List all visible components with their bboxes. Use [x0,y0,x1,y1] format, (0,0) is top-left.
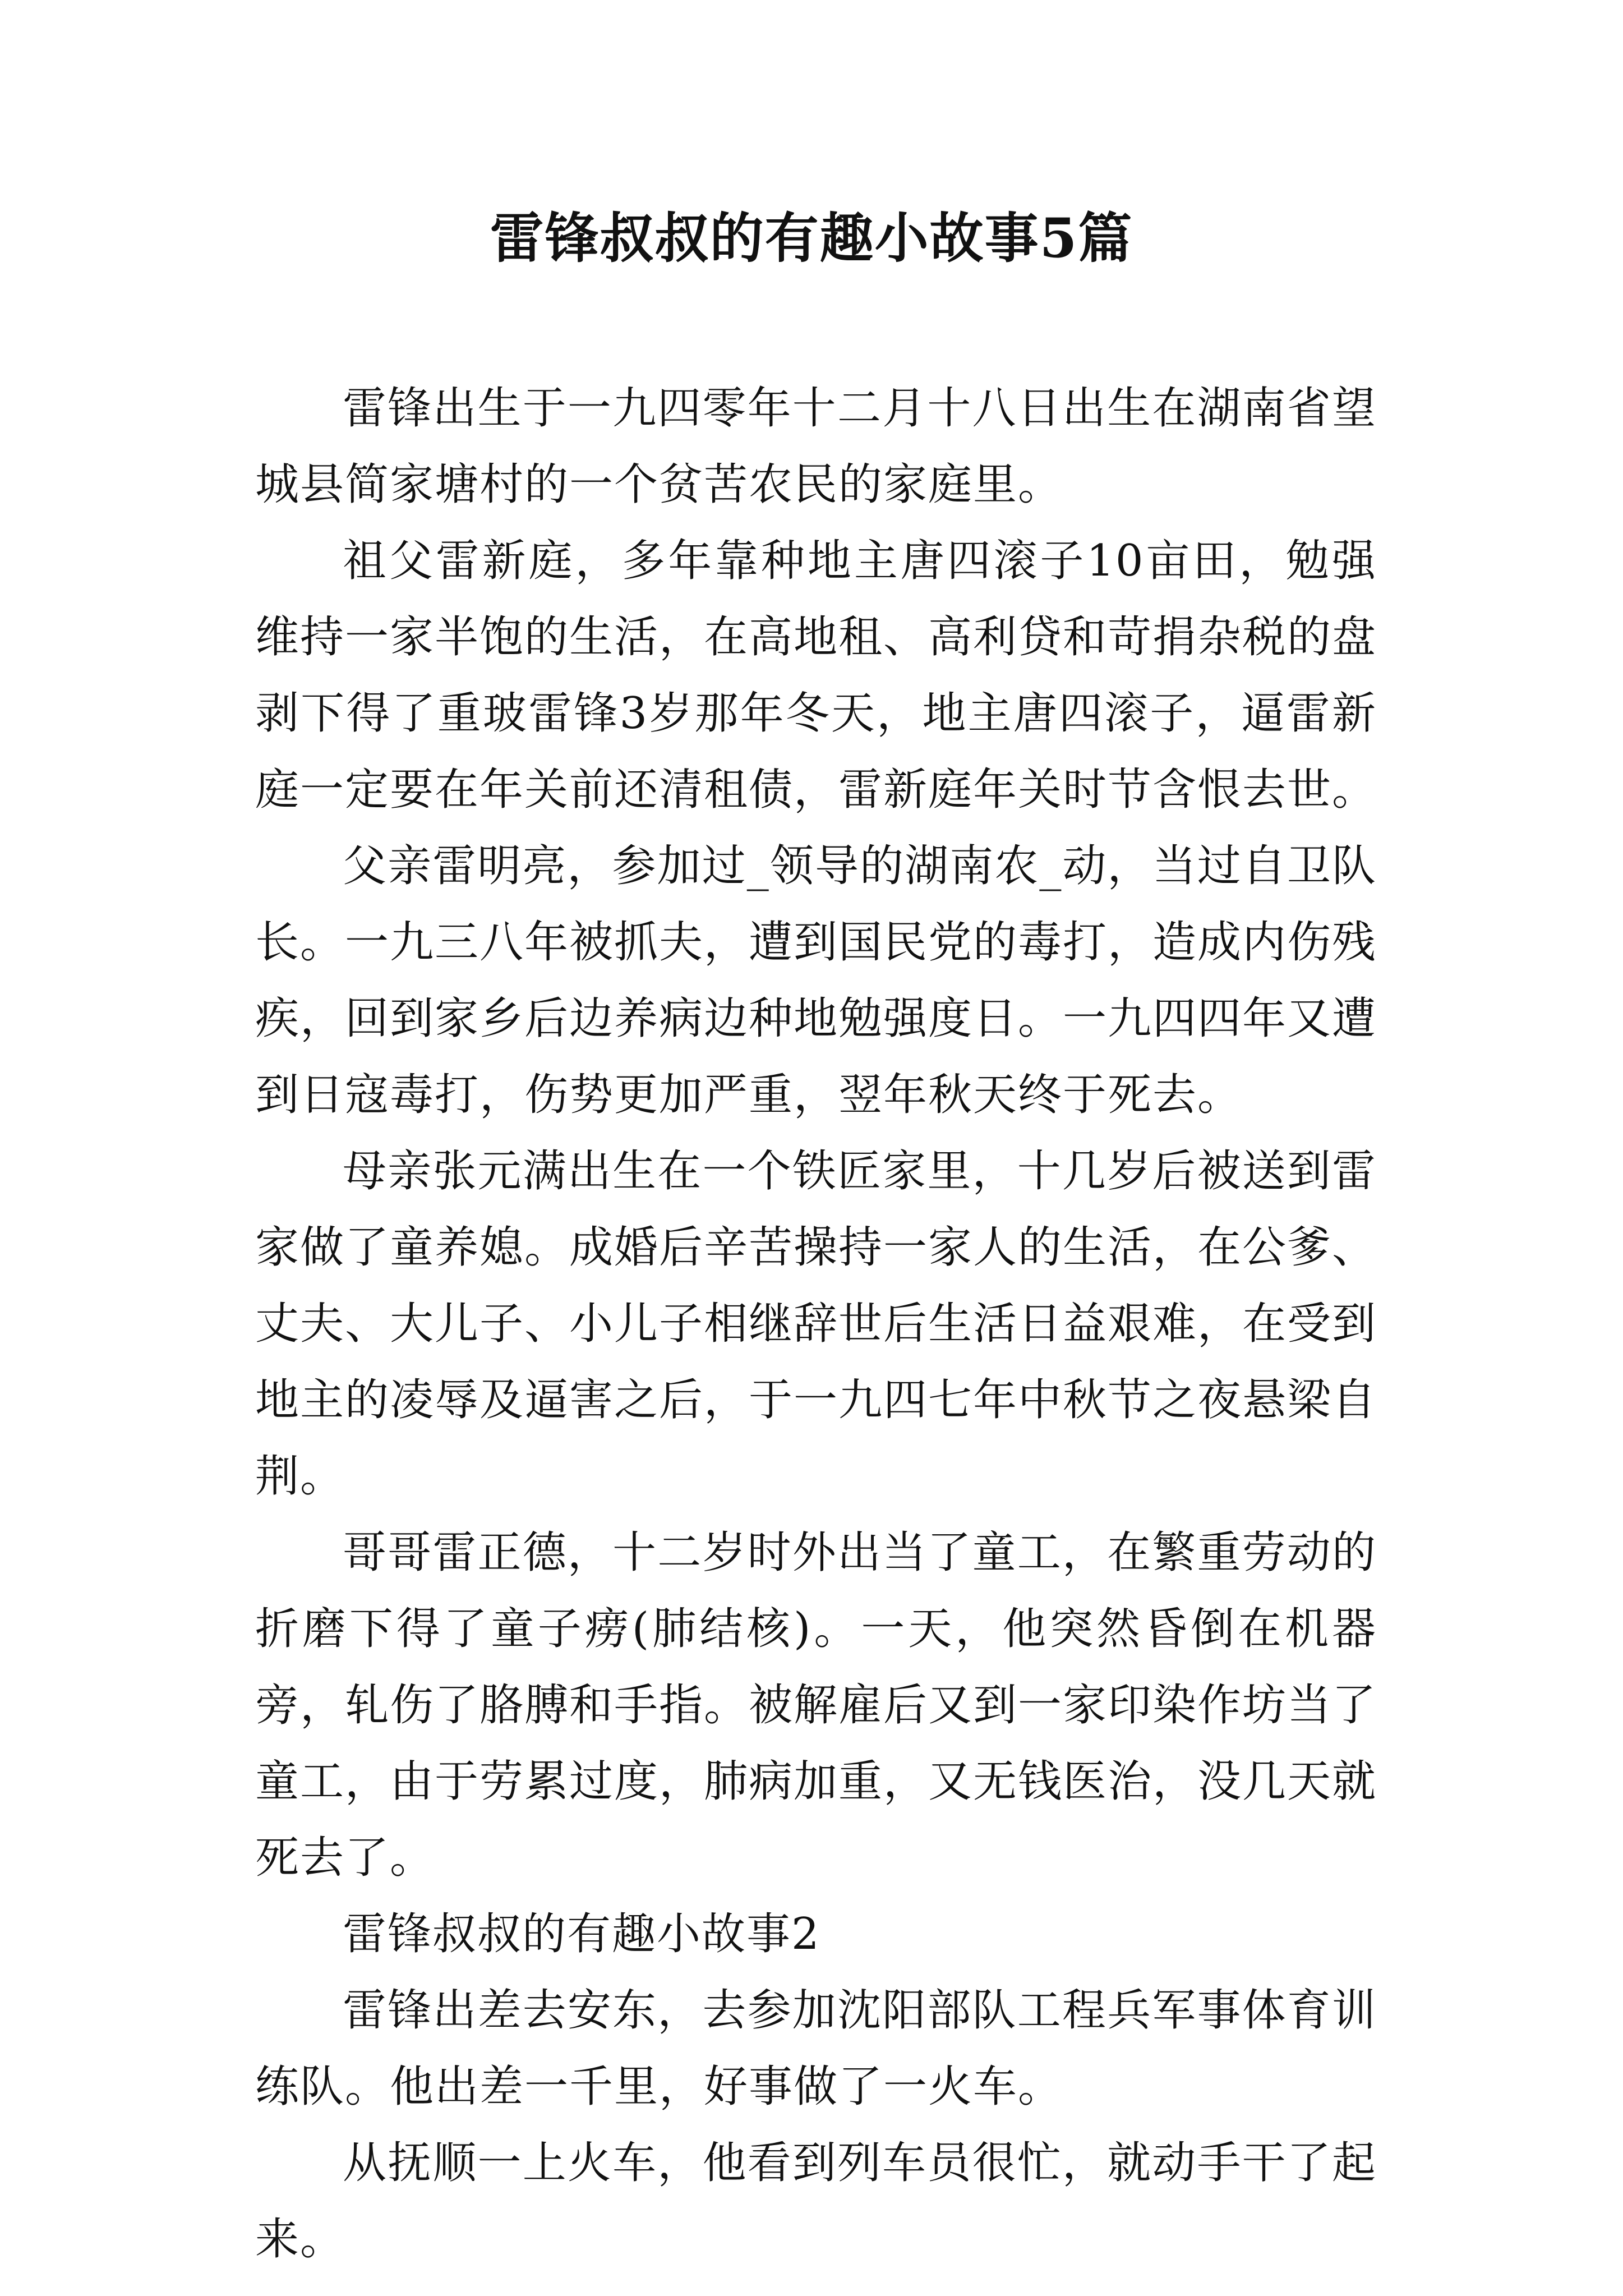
paragraph: 从抚顺一上火车，他看到列车员很忙，就动手干了起来。 [255,2138,1377,2265]
paragraph: 雷锋出生于一九四零年十二月十八日出生在湖南省望城县简家塘村的一个贫苦农民的家庭里。 [255,383,1377,510]
paragraph: 母亲张元满出生在一个铁匠家里，十几岁后被送到雷家做了童养媳。成婚后辛苦操持一家人的生活，在公爹、丈夫、大儿子、小儿子相继辞世后生活日益艰难，在受到地主的凌辱及逼害之后，于一九四七年中秋节之夜悬梁自荆。 [255,1146,1377,1502]
section-heading: 雷锋叔叔的有趣小故事2 [343,1909,820,1959]
document-body [255,370,1377,2277]
document-title: 雷锋叔叔的有趣小故事5篇 [490,206,1133,270]
paragraph: 雷锋出差去安东，去参加沈阳部队工程兵军事体育训练队。他出差一千里，好事做了一火车。 [255,1985,1377,2112]
paragraph: 哥哥雷正德，十二岁时外出当了童工，在繁重劳动的折磨下得了童子痨(肺结核)。一天，他突然昏倒在机器旁，轧伤了胳膊和手指。被解雇后又到一家印染作坊当了童工，由于劳累过度，肺病加重，又无钱医治，没几天就死去了。 [255,1527,1377,1883]
paragraph: 祖父雷新庭，多年靠种地主唐四滚子10亩田，勉强维持一家半饱的生活，在高地租、高利贷和苛捐杂税的盘剥下得了重玻雷锋3岁那年冬天，地主唐四滚子，逼雷新庭一定要在年关前还清租债，雷新庭年关时节含恨去世。 [255,536,1377,815]
paragraph: 父亲雷明亮，参加过_领导的湖南农_动，当过自卫队长。一九三八年被抓夫，遭到国民党的毒打，造成内伤残疾，回到家乡后边养病边种地勉强度日。一九四四年又遭到日寇毒打，伤势更加严重，翌年秋天终于死去。 [255,841,1377,1120]
